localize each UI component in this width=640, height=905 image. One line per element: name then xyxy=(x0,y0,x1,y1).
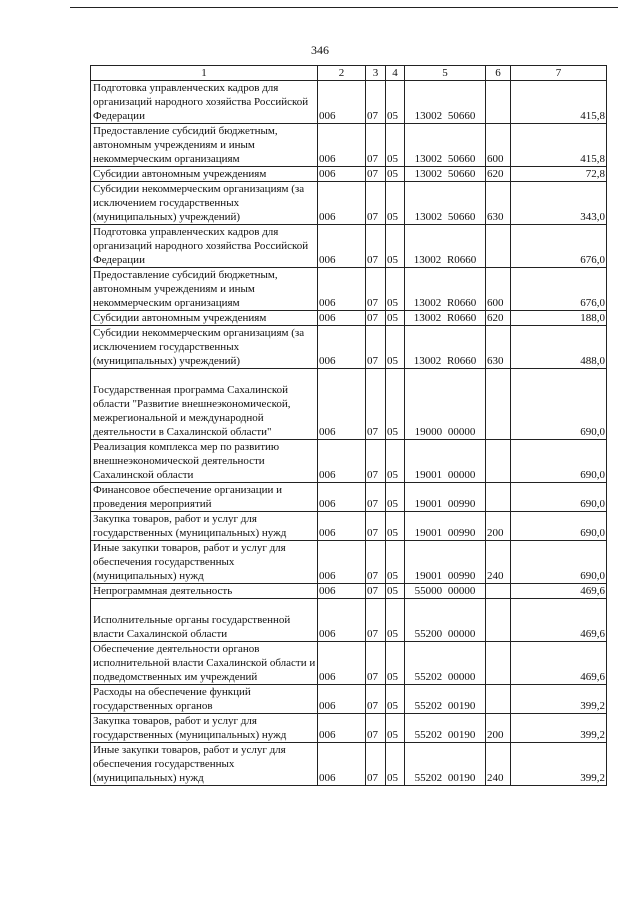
section-code: 07 xyxy=(366,81,386,124)
row-name: Субсидии автономным учреждениям xyxy=(91,311,318,326)
row-name: Иные закупки товаров, работ и услуг для обеспечения государственных (муниципальных) нужд xyxy=(91,743,318,786)
subsection-code: 05 xyxy=(386,167,405,182)
expense-type-code xyxy=(486,599,511,642)
column-header: 1 xyxy=(91,66,318,81)
target-article-code: 19001 00990 xyxy=(405,483,486,512)
table-row xyxy=(91,268,607,311)
section-code: 07 xyxy=(366,225,386,268)
subsection-code: 05 xyxy=(386,714,405,743)
ministry-code: 006 xyxy=(318,685,366,714)
target-article-code: 13002 R0660 xyxy=(405,311,486,326)
amount-value: 343,0 xyxy=(511,182,607,225)
row-name: Субсидии некоммерческим организациям (за исключением государственных (муниципальных) учреждений) xyxy=(91,182,318,225)
target-article-code: 19000 00000 xyxy=(405,369,486,440)
table-row xyxy=(91,642,607,685)
expense-type-code: 620 xyxy=(486,167,511,182)
table-row xyxy=(91,167,607,182)
subsection-code: 05 xyxy=(386,182,405,225)
subsection-code: 05 xyxy=(386,483,405,512)
amount-value: 690,0 xyxy=(511,483,607,512)
page-number: 346 xyxy=(311,43,329,57)
ministry-code: 006 xyxy=(318,483,366,512)
amount-value: 676,0 xyxy=(511,225,607,268)
section-code: 07 xyxy=(366,584,386,599)
row-name: Реализация комплекса мер по развитию внешнеэкономической деятельности Сахалинской области xyxy=(91,440,318,483)
ministry-code: 006 xyxy=(318,541,366,584)
subsection-code: 05 xyxy=(386,584,405,599)
expense-type-code xyxy=(486,81,511,124)
amount-value: 488,0 xyxy=(511,326,607,369)
section-code: 07 xyxy=(366,326,386,369)
amount-value: 690,0 xyxy=(511,541,607,584)
amount-value: 469,6 xyxy=(511,642,607,685)
amount-value: 399,2 xyxy=(511,743,607,786)
section-code: 07 xyxy=(366,599,386,642)
row-name: Субсидии некоммерческим организациям (за исключением государственных (муниципальных) учреждений) xyxy=(91,326,318,369)
section-code: 07 xyxy=(366,483,386,512)
expense-type-code: 620 xyxy=(486,311,511,326)
expense-type-code xyxy=(486,642,511,685)
section-code: 07 xyxy=(366,440,386,483)
table-row xyxy=(91,326,607,369)
amount-value: 469,6 xyxy=(511,584,607,599)
column-header: 7 xyxy=(511,66,607,81)
expense-type-code xyxy=(486,440,511,483)
ministry-code: 006 xyxy=(318,182,366,225)
table-row xyxy=(91,182,607,225)
row-name: Предоставление субсидий бюджетным, автономным учреждениям и иным некоммерческим организациям xyxy=(91,268,318,311)
subsection-code: 05 xyxy=(386,326,405,369)
section-code: 07 xyxy=(366,714,386,743)
row-name: Предоставление субсидий бюджетным, автономным учреждениям и иным некоммерческим организациям xyxy=(91,124,318,167)
target-article-code: 19001 00000 xyxy=(405,440,486,483)
expense-type-code xyxy=(486,685,511,714)
expense-type-code: 240 xyxy=(486,541,511,584)
row-name: Субсидии автономным учреждениям xyxy=(91,167,318,182)
expense-type-code xyxy=(486,369,511,440)
column-header: 2 xyxy=(318,66,366,81)
row-name: Закупка товаров, работ и услуг для государственных (муниципальных) нужд xyxy=(91,512,318,541)
column-header: 5 xyxy=(405,66,486,81)
table-row xyxy=(91,483,607,512)
table-row xyxy=(91,440,607,483)
section-code: 07 xyxy=(366,685,386,714)
budget-table xyxy=(90,65,607,786)
target-article-code: 13002 R0660 xyxy=(405,326,486,369)
section-code: 07 xyxy=(366,124,386,167)
amount-value: 690,0 xyxy=(511,512,607,541)
ministry-code: 006 xyxy=(318,268,366,311)
table-row xyxy=(91,81,607,124)
target-article-code: 55202 00190 xyxy=(405,714,486,743)
row-name: Исполнительные органы государственной власти Сахалинской области xyxy=(91,599,318,642)
target-article-code: 55202 00190 xyxy=(405,743,486,786)
target-article-code: 13002 50660 xyxy=(405,81,486,124)
table-row xyxy=(91,584,607,599)
section-code: 07 xyxy=(366,743,386,786)
amount-value: 469,6 xyxy=(511,599,607,642)
subsection-code: 05 xyxy=(386,685,405,714)
amount-value: 676,0 xyxy=(511,268,607,311)
section-code: 07 xyxy=(366,541,386,584)
expense-type-code: 600 xyxy=(486,124,511,167)
column-header: 4 xyxy=(386,66,405,81)
ministry-code: 006 xyxy=(318,743,366,786)
subsection-code: 05 xyxy=(386,268,405,311)
target-article-code: 13002 R0660 xyxy=(405,268,486,311)
subsection-code: 05 xyxy=(386,512,405,541)
row-name: Закупка товаров, работ и услуг для государственных (муниципальных) нужд xyxy=(91,714,318,743)
header-row xyxy=(91,66,607,81)
target-article-code: 55200 00000 xyxy=(405,599,486,642)
amount-value: 415,8 xyxy=(511,124,607,167)
ministry-code: 006 xyxy=(318,440,366,483)
table-row xyxy=(91,599,607,642)
expense-type-code: 600 xyxy=(486,268,511,311)
amount-value: 72,8 xyxy=(511,167,607,182)
expense-type-code: 200 xyxy=(486,512,511,541)
table-row xyxy=(91,124,607,167)
subsection-code: 05 xyxy=(386,440,405,483)
target-article-code: 55000 00000 xyxy=(405,584,486,599)
subsection-code: 05 xyxy=(386,642,405,685)
subsection-code: 05 xyxy=(386,311,405,326)
row-name: Непрограммная деятельность xyxy=(91,584,318,599)
target-article-code: 55202 00000 xyxy=(405,642,486,685)
subsection-code: 05 xyxy=(386,541,405,584)
column-header: 3 xyxy=(366,66,386,81)
section-code: 07 xyxy=(366,311,386,326)
target-article-code: 13002 50660 xyxy=(405,182,486,225)
subsection-code: 05 xyxy=(386,599,405,642)
amount-value: 399,2 xyxy=(511,714,607,743)
table-body xyxy=(91,81,607,786)
expense-type-code: 200 xyxy=(486,714,511,743)
ministry-code: 006 xyxy=(318,714,366,743)
target-article-code: 13002 50660 xyxy=(405,167,486,182)
section-code: 07 xyxy=(366,182,386,225)
amount-value: 690,0 xyxy=(511,440,607,483)
amount-value: 690,0 xyxy=(511,369,607,440)
table-row xyxy=(91,225,607,268)
expense-type-code xyxy=(486,483,511,512)
row-name: Подготовка управленческих кадров для организаций народного хозяйства Российской Федерации xyxy=(91,81,318,124)
target-article-code: 55202 00190 xyxy=(405,685,486,714)
ministry-code: 006 xyxy=(318,326,366,369)
ministry-code: 006 xyxy=(318,225,366,268)
row-name: Иные закупки товаров, работ и услуг для обеспечения государственных (муниципальных) нужд xyxy=(91,541,318,584)
expense-type-code: 240 xyxy=(486,743,511,786)
ministry-code: 006 xyxy=(318,642,366,685)
ministry-code: 006 xyxy=(318,369,366,440)
ministry-code: 006 xyxy=(318,167,366,182)
expense-type-code xyxy=(486,584,511,599)
ministry-code: 006 xyxy=(318,311,366,326)
expense-type-code: 630 xyxy=(486,182,511,225)
row-name: Государственная программа Сахалинской области "Развитие внешнеэкономической, межрегиональной и международной деятельности в Сахалинской области" xyxy=(91,369,318,440)
section-code: 07 xyxy=(366,642,386,685)
amount-value: 415,8 xyxy=(511,81,607,124)
section-code: 07 xyxy=(366,167,386,182)
table-row xyxy=(91,512,607,541)
expense-type-code xyxy=(486,225,511,268)
subsection-code: 05 xyxy=(386,743,405,786)
column-header: 6 xyxy=(486,66,511,81)
ministry-code: 006 xyxy=(318,584,366,599)
target-article-code: 19001 00990 xyxy=(405,541,486,584)
subsection-code: 05 xyxy=(386,369,405,440)
table-row xyxy=(91,311,607,326)
ministry-code: 006 xyxy=(318,124,366,167)
amount-value: 188,0 xyxy=(511,311,607,326)
subsection-code: 05 xyxy=(386,124,405,167)
target-article-code: 19001 00990 xyxy=(405,512,486,541)
amount-value: 399,2 xyxy=(511,685,607,714)
section-code: 07 xyxy=(366,369,386,440)
expense-type-code: 630 xyxy=(486,326,511,369)
row-name: Обеспечение деятельности органов исполнительной власти Сахалинской области и подведомственных им учреждений xyxy=(91,642,318,685)
table-row xyxy=(91,743,607,786)
section-code: 07 xyxy=(366,268,386,311)
ministry-code: 006 xyxy=(318,81,366,124)
subsection-code: 05 xyxy=(386,225,405,268)
table-row xyxy=(91,369,607,440)
subsection-code: 05 xyxy=(386,81,405,124)
row-name: Расходы на обеспечение функций государственных органов xyxy=(91,685,318,714)
top-divider-line xyxy=(70,7,618,8)
section-code: 07 xyxy=(366,512,386,541)
table-row xyxy=(91,714,607,743)
table-row xyxy=(91,685,607,714)
target-article-code: 13002 50660 xyxy=(405,124,486,167)
row-name: Подготовка управленческих кадров для организаций народного хозяйства Российской Федерации xyxy=(91,225,318,268)
table-row xyxy=(91,541,607,584)
row-name: Финансовое обеспечение организации и проведения мероприятий xyxy=(91,483,318,512)
target-article-code: 13002 R0660 xyxy=(405,225,486,268)
ministry-code: 006 xyxy=(318,599,366,642)
ministry-code: 006 xyxy=(318,512,366,541)
